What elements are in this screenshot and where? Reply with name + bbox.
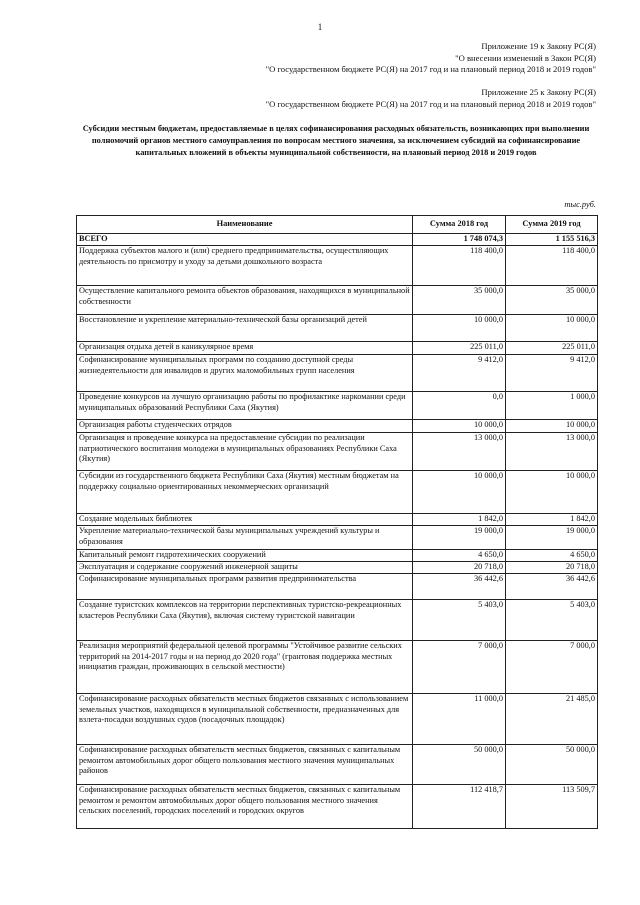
row-2018-cell: 1 748 074,3 (413, 234, 506, 246)
table-row (77, 514, 598, 526)
document-title: Субсидии местным бюджетам, предоставляемые в целях софинансирования расходных обязательств, возникающих при выполнении полномочий органов местного самоуправления по вопросам местного значения, за исключением субсидий на софинансирование капитальных вложений в объекты муниципальной собственности, на плановый период 2018 и 2019 годов (82, 124, 590, 157)
row-2018-cell: 13 000,0 (413, 433, 506, 471)
row-2018-cell: 10 000,0 (413, 420, 506, 433)
page-number: 1 (317, 22, 323, 32)
row-2019-cell: 10 000,0 (506, 315, 598, 342)
row-name-cell: Создание модельных библиотек (77, 514, 413, 526)
row-2018-cell: 19 000,0 (413, 526, 506, 550)
row-2019-cell: 10 000,0 (506, 471, 598, 514)
row-2018-cell: 225 011,0 (413, 342, 506, 355)
row-name-cell: Организация работы студенческих отрядов (77, 420, 413, 433)
table-row (77, 355, 598, 392)
unit-label: тыс.руб. (564, 200, 596, 209)
row-2019-cell: 9 412,0 (506, 355, 598, 392)
row-2018-cell: 50 000,0 (413, 745, 506, 785)
table-row (77, 600, 598, 641)
table-total-row (77, 234, 598, 246)
row-name-cell: Проведение конкурсов на лучшую организацию работы по профилактике наркомании среди муниципальных образований Республики Саха (Якутия) (77, 392, 413, 420)
row-2019-cell: 13 000,0 (506, 433, 598, 471)
table-row (77, 433, 598, 471)
row-name-cell: Софинансирование расходных обязательств местных бюджетов, связанных с капитальным ремонтом автомобильных дорог общего пользования местного значения муниципальных районов (77, 745, 413, 785)
row-2019-cell: 5 403,0 (506, 600, 598, 641)
table-row (77, 745, 598, 785)
table-row (77, 246, 598, 286)
row-2019-cell: 20 718,0 (506, 562, 598, 574)
row-2018-cell: 10 000,0 (413, 315, 506, 342)
table-row (77, 694, 598, 745)
row-2019-cell: 7 000,0 (506, 641, 598, 694)
row-2018-cell: 20 718,0 (413, 562, 506, 574)
table-row (77, 315, 598, 342)
row-2018-cell: 7 000,0 (413, 641, 506, 694)
row-name-cell: Софинансирование расходных обязательств местных бюджетов, связанных с капитальным ремонтом и ремонтом автомобильных дорог общего пользования местного значения сельских поселений, городских поселений и городских округов (77, 785, 413, 829)
annex-19-line-1: Приложение 19 к Закону РС(Я) (481, 41, 596, 51)
column-header-2019: Сумма 2019 год (506, 216, 598, 234)
row-name-cell: Организация и проведение конкурса на предоставление субсидии по реализации патриотического воспитания молодежи в муниципальных образованиях Республики Саха (Якутия) (77, 433, 413, 471)
row-2019-cell: 36 442,6 (506, 574, 598, 600)
row-name-cell: ВСЕГО (77, 234, 413, 246)
row-2019-cell: 1 155 516,3 (506, 234, 598, 246)
row-2018-cell: 36 442,6 (413, 574, 506, 600)
row-2018-cell: 11 000,0 (413, 694, 506, 745)
column-header-2018: Сумма 2018 год (413, 216, 506, 234)
row-name-cell: Капитальный ремонт гидротехнических сооружений (77, 550, 413, 562)
table-row (77, 286, 598, 315)
row-2019-cell: 118 400,0 (506, 246, 598, 286)
annex-25-line-1: Приложение 25 к Закону РС(Я) (481, 87, 596, 97)
subsidies-table (76, 215, 598, 829)
row-name-cell: Эксплуатация и содержание сооружений инженерной защиты (77, 562, 413, 574)
row-2018-cell: 118 400,0 (413, 246, 506, 286)
row-2019-cell: 21 485,0 (506, 694, 598, 745)
row-2019-cell: 1 000,0 (506, 392, 598, 420)
annex-25-line-2: "О государственном бюджете РС(Я) на 2017 год и на плановый период 2018 и 2019 годов" (265, 98, 596, 109)
row-name-cell: Организация отдыха детей в каникулярное время (77, 342, 413, 355)
row-2018-cell: 35 000,0 (413, 286, 506, 315)
column-header-name: Наименование (77, 216, 413, 234)
table-row (77, 392, 598, 420)
table-row (77, 342, 598, 355)
row-name-cell: Осуществление капитального ремонта объектов образования, находящихся в муниципальной собственности (77, 286, 413, 315)
row-2019-cell: 10 000,0 (506, 420, 598, 433)
row-2019-cell: 1 842,0 (506, 514, 598, 526)
row-name-cell: Софинансирование муниципальных программ по созданию доступной среды жизнедеятельности для инвалидов и других маломобильных групп населения (77, 355, 413, 392)
row-2019-cell: 35 000,0 (506, 286, 598, 315)
row-2019-cell: 4 650,0 (506, 550, 598, 562)
annex-19-line-3: "О государственном бюджете РС(Я) на 2017 год и на плановый период 2018 и 2019 годов" (265, 64, 596, 74)
row-2018-cell: 5 403,0 (413, 600, 506, 641)
row-2018-cell: 1 842,0 (413, 514, 506, 526)
row-2019-cell: 225 011,0 (506, 342, 598, 355)
table-body (77, 234, 598, 829)
table-row (77, 785, 598, 829)
row-2019-cell: 50 000,0 (506, 745, 598, 785)
table-row (77, 641, 598, 694)
row-name-cell: Восстановление и укрепление материально-технической базы организаций детей (77, 315, 413, 342)
table-row (77, 526, 598, 550)
annex-25-header (266, 87, 596, 110)
table-row (77, 574, 598, 600)
table-row (77, 471, 598, 514)
table-row (77, 550, 598, 562)
row-name-cell: Реализация мероприятий федеральной целевой программы "Устойчивое развитие сельских территорий на 2014-2017 годы и на период до 2020 года" (грантовая поддержка местных инициатив граждан, проживающих в сельской местности) (77, 641, 413, 694)
row-2019-cell: 19 000,0 (506, 526, 598, 550)
row-2018-cell: 0,0 (413, 392, 506, 420)
row-name-cell: Поддержка субъектов малого и (или) среднего предпринимательства, осуществляющих деятельность по присмотру и уходу за детьми дошкольного возраста (77, 246, 413, 286)
table-row (77, 420, 598, 433)
row-2018-cell: 112 418,7 (413, 785, 506, 829)
row-name-cell: Софинансирование расходных обязательств местных бюджетов связанных с использованием земельных участков, находящихся в муниципальной собственности, предназначенных для взлета-посадки воздушных судов (посадочных площадок) (77, 694, 413, 745)
row-name-cell: Софинансирование муниципальных программ развития предпринимательства (77, 574, 413, 600)
row-2018-cell: 4 650,0 (413, 550, 506, 562)
annex-19-line-2: "О внесении изменений в Закон РС(Я) (455, 52, 596, 63)
table-header-row (77, 216, 598, 234)
row-2019-cell: 113 509,7 (506, 785, 598, 829)
annex-19-header (266, 41, 596, 76)
row-name-cell: Создание туристских комплексов на территории перспективных туристско-рекреационных кластеров Республики Саха (Якутия), включая систему туристской навигации (77, 600, 413, 641)
row-name-cell: Укрепление материально-технической базы муниципальных учреждений культуры и образования (77, 526, 413, 550)
row-2018-cell: 9 412,0 (413, 355, 506, 392)
row-2018-cell: 10 000,0 (413, 471, 506, 514)
row-name-cell: Субсидии из государственного бюджета Республики Саха (Якутия) местным бюджетам на поддержку социально ориентированных некоммерческих организаций (77, 471, 413, 514)
table-row (77, 562, 598, 574)
